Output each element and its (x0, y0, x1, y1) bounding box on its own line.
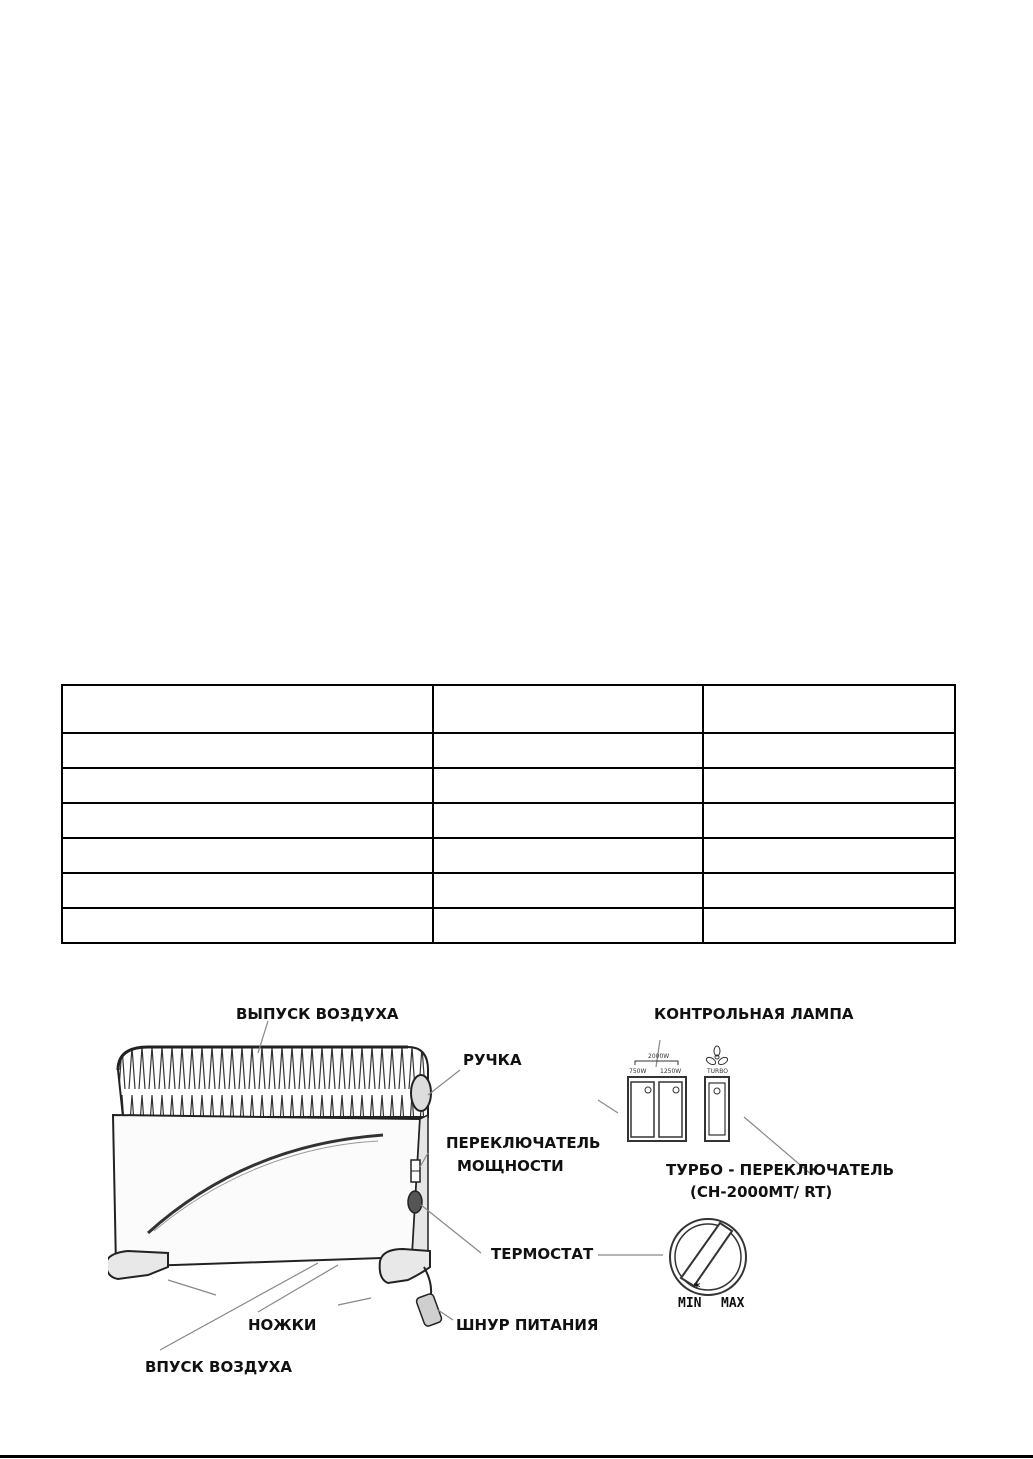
table-row (62, 768, 955, 803)
table-cell (62, 768, 433, 803)
table-cell (433, 838, 703, 873)
label-thermostat: ТЕРМОСТАТ (491, 1245, 594, 1263)
label-air-outlet: ВЫПУСК ВОЗДУХА (236, 1005, 399, 1023)
table-cell (703, 908, 955, 943)
dial-min-label: MIN (678, 1296, 702, 1311)
label-air-inlet: ВПУСК ВОЗДУХА (145, 1358, 292, 1376)
table-cell (433, 908, 703, 943)
table-cell (433, 768, 703, 803)
table-cell (62, 873, 433, 908)
thermostat-dial (670, 1219, 746, 1311)
table-header-row (62, 685, 955, 733)
label-turbo-switch-line2: (CH-2000MT/ RT) (690, 1183, 833, 1201)
label-feet: НОЖКИ (248, 1316, 317, 1334)
heater-diagram (108, 995, 908, 1405)
left-foot (108, 1251, 168, 1279)
table-cell (62, 838, 433, 873)
label-indicator-lamp: КОНТРОЛЬНАЯ ЛАМПА (654, 1005, 854, 1023)
switch-panel-detail (628, 1046, 729, 1141)
rating-2000w: 2000W (648, 1053, 670, 1060)
right-foot (380, 1249, 430, 1283)
rating-turbo: TURBO (707, 1068, 728, 1075)
table-cell (62, 685, 433, 733)
label-power-switch-line2: МОЩНОСТИ (457, 1157, 564, 1175)
heater-diagram-svg (108, 995, 908, 1405)
dial-max-label: MAX (721, 1296, 745, 1311)
table-cell (62, 733, 433, 768)
handle-knob (411, 1075, 431, 1111)
table-cell (703, 733, 955, 768)
label-power-switch-line1: ПЕРЕКЛЮЧАТЕЛЬ (446, 1134, 601, 1152)
table-cell (62, 908, 433, 943)
label-handle: РУЧКА (463, 1051, 522, 1069)
rating-1250w: 1250W (660, 1068, 682, 1075)
label-turbo-switch-line1: ТУРБО - ПЕРЕКЛЮЧАТЕЛЬ (666, 1161, 895, 1179)
table-cell (62, 803, 433, 838)
fan-icon (705, 1046, 729, 1066)
table-cell (703, 838, 955, 873)
table-cell (433, 733, 703, 768)
rating-750w: 750W (629, 1068, 647, 1075)
table-cell (433, 873, 703, 908)
label-power-cord: ШНУР ПИТАНИЯ (456, 1316, 599, 1334)
table-row (62, 873, 955, 908)
table-row (62, 733, 955, 768)
table-cell (703, 873, 955, 908)
dial-frost-mark: * (693, 1281, 701, 1296)
thermostat-knob (408, 1191, 422, 1213)
heater-body (108, 1047, 443, 1327)
table-row (62, 838, 955, 873)
table-cell (703, 803, 955, 838)
table-row (62, 803, 955, 838)
table-cell (703, 685, 955, 733)
table-row (62, 908, 955, 943)
table-cell (433, 685, 703, 733)
table-cell (433, 803, 703, 838)
table-cell (703, 768, 955, 803)
spec-table (61, 684, 956, 944)
bottom-rule (0, 1455, 1033, 1458)
